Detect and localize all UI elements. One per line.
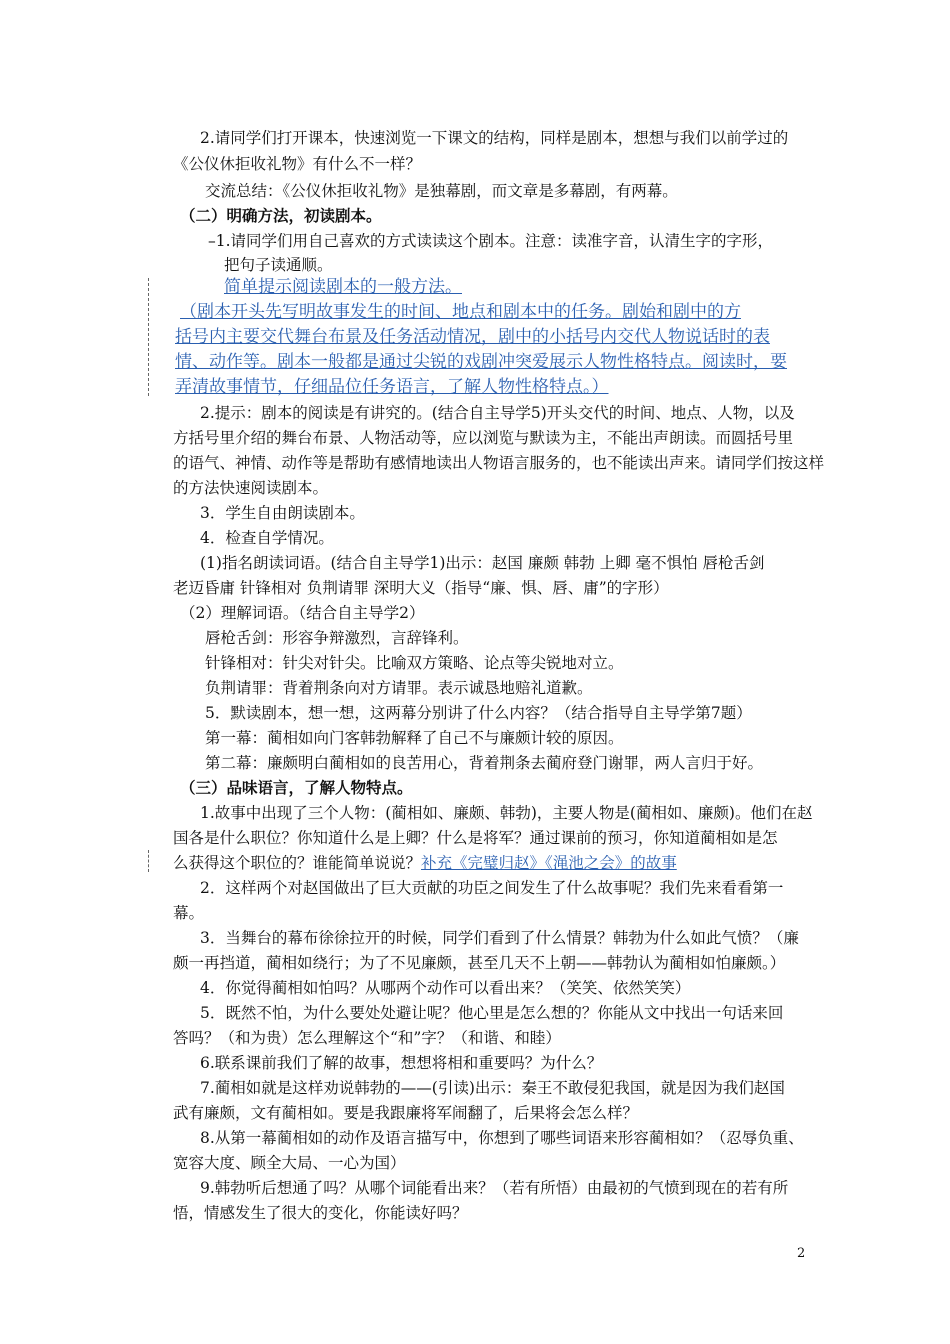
text-line: 针锋相对：针尖对针尖。比喻双方策略、论点等尖锐地对立。 [205, 654, 624, 672]
text-line: 交流总结：《公仪休拒收礼物》是独幕剧，而文章是多幕剧，有两幕。 [205, 182, 678, 200]
revision-bar [148, 850, 149, 872]
text-line: 3．学生自由朗读剧本。 [200, 504, 365, 522]
text-line: 么获得这个职位的？谁能简单说说？补充《完璧归赵》《渑池之会》的故事 [173, 854, 677, 872]
page-number: 2 [797, 1246, 806, 1261]
comment-line: 弄清故事情节，仔细品位任务语言，了解人物性格特点。） [175, 377, 609, 397]
text-line: 9.韩勃听后想通了吗？从哪个词能看出来？（若有所悟）由最初的气愤到现在的若有所 [200, 1179, 789, 1197]
text-line: 的语气、神情、动作等是帮助有感情地读出人物语言服务的，也不能读出声来。请同学们按这样 [173, 454, 825, 472]
text-line: 悟，情感发生了很大的变化，你能读好吗？ [173, 1204, 468, 1222]
comment-line: （剧本开头先写明故事发生的时间、地点和剧本中的任务。剧始和剧中的方 [180, 302, 741, 322]
text-line: （2）理解词语。（结合自主导学2） [180, 604, 425, 622]
text-line: 5．默读剧本，想一想，这两幕分别讲了什么内容？（结合指导自主导学第7题） [205, 704, 752, 722]
text-line: 1.故事中出现了三个人物：(蔺相如、廉颇、韩勃)，主要人物是(蔺相如、廉颇)。他们在赵 [200, 804, 813, 822]
comment-line: 括号内主要交代舞台布景及任务活动情况，剧中的小括号内交代人物说话时的表 [175, 327, 770, 347]
text-line: 第一幕：蔺相如向门客韩勃解释了自己不与廉颇计较的原因。 [205, 729, 624, 747]
text-line: 第二幕：廉颇明白蔺相如的良苦用心，背着荆条去蔺府登门谢罪，两人言归于好。 [205, 754, 764, 772]
text-line: 老迈昏庸 针锋相对 负荆请罪 深明大义（指导“廉、惧、唇、庸”的字形） [173, 579, 669, 597]
text-line: 7.蔺相如就是这样劝说韩勃的——(引读)出示：秦王不敢侵犯我国，就是因为我们赵国 [200, 1079, 785, 1097]
text-line: 4．检查自学情况。 [200, 529, 334, 547]
comment-line: 情、动作等。剧本一般都是通过尖锐的戏剧冲突爱展示人物性格特点。阅读时，要 [175, 352, 787, 372]
text-line: 6.联系课前我们了解的故事，想想将相和重要吗？为什么？ [200, 1054, 603, 1072]
text-line: 8.从第一幕蔺相如的动作及语言描写中，你想到了哪些词语来形容蔺相如？（忍辱负重、 [200, 1129, 804, 1147]
text-line: 2.请同学们打开课本，快速浏览一下课文的结构，同样是剧本，想想与我们以前学过的 [200, 129, 789, 147]
section-heading: （三）品味语言，了解人物特点。 [180, 778, 413, 797]
revision-bar [148, 278, 149, 396]
text-line: 方括号里介绍的舞台布景、人物活动等，应以浏览与默读为主，不能出声朗读。而圆括号里 [173, 429, 794, 447]
text-line: 幕。 [173, 904, 205, 922]
text-line: 把句子读通顺。 [224, 256, 333, 274]
text-line: –1.请同学们用自己喜欢的方式读读这个剧本。注意：读准字音，认清生字的字形， [208, 232, 774, 250]
text-line: 的方法快速阅读剧本。 [173, 479, 329, 497]
text-line: 3．当舞台的幕布徐徐拉开的时候，同学们看到了什么情景？韩勃为什么如此气愤？（廉 [200, 929, 799, 947]
text-line: 4．你觉得蔺相如怕吗？从哪两个动作可以看出来？（笑笑、依然笑笑） [200, 979, 691, 997]
text-line: 颇一再挡道，蔺相如绕行；为了不见廉颇，甚至几天不上朝——韩勃认为蔺相如怕廉颇。） [173, 954, 786, 972]
text-line: 5．既然不怕，为什么要处处避让呢？他心里是怎么想的？你能从文中找出一句话来回 [200, 1004, 784, 1022]
comment-line: 简单提示阅读剧本的一般方法。 [224, 277, 462, 297]
text-line: 《公仪休拒收礼物》有什么不一样？ [173, 155, 422, 173]
text-line: 武有廉颇，文有蔺相如。要是我跟廉将军闹翻了，后果将会怎么样？ [173, 1104, 639, 1122]
text-line: 唇枪舌剑：形容争辩激烈，言辞锋利。 [205, 629, 469, 647]
text-line: 答吗？（和为贵）怎么理解这个“和”字？（和谐、和睦） [173, 1029, 561, 1047]
text-line: 国各是什么职位？你知道什么是上卿？什么是将军？通过课前的预习，你知道蔺相如是怎 [173, 829, 778, 847]
comment-link[interactable]: 补充《完璧归赵》《渑池之会》的故事 [421, 854, 677, 872]
text-line: (1)指名朗读词语。(结合自主导学1)出示：赵国 廉颇 韩勃 上卿 毫不惧怕 唇枪舌剑 [200, 554, 765, 572]
text-line: 2.提示：剧本的阅读是有讲究的。(结合自主导学5)开头交代的时间、地点、人物，以及 [200, 404, 795, 422]
text-line: 2．这样两个对赵国做出了巨大贡献的功臣之间发生了什么故事呢？我们先来看看第一 [200, 879, 784, 897]
section-heading: （二）明确方法，初读剧本。 [180, 206, 382, 225]
text-line: 宽容大度、顾全大局、一心为国） [173, 1154, 406, 1172]
text-line: 负荆请罪：背着荆条向对方请罪。表示诚恳地赔礼道歉。 [205, 679, 593, 697]
